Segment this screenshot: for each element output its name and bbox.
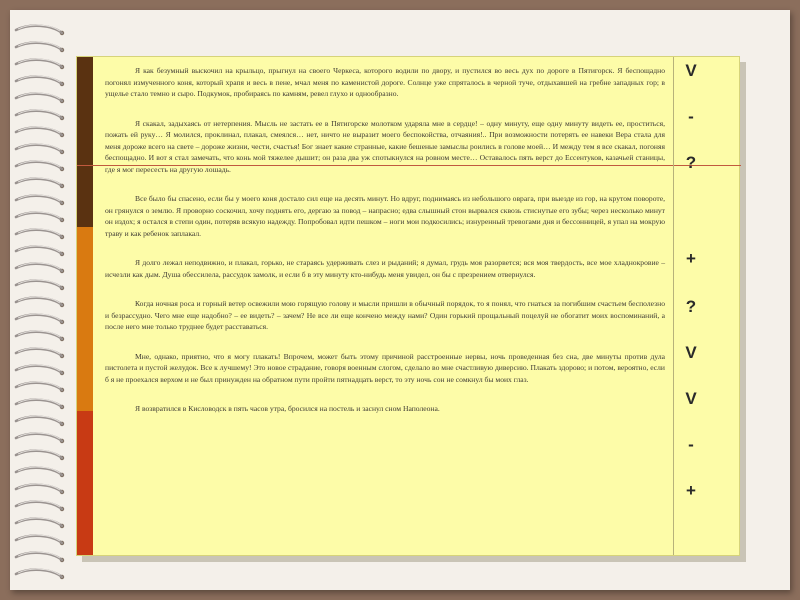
margin-mark: + — [686, 249, 696, 268]
spiral-ring — [16, 382, 64, 392]
paragraph: Мне, однако, приятно, что я могу плакать! Впрочем, может быть этому причиной расстроенные нервы, ночь проведенная без сна, две минуты против дула пистолета и пустой желудок. Все к лучшему! Это новое страдание, говоря военным слогом, сделало во мне счастливую диверсию. Плакать здорово; и потом, вероятно, если б я не проехался верхом и не был принужден на обратном пути пройти пятнадцать верст, то эту ночь сон не сомкнул бы моих глаз. — [105, 351, 665, 384]
spiral-ring — [16, 518, 64, 528]
margin-divider — [673, 57, 674, 555]
spiral-ring — [16, 229, 64, 239]
spiral-binding — [10, 22, 80, 582]
spiral-ring — [16, 93, 64, 103]
spiral-ring — [16, 110, 64, 120]
paragraph: Все было бы спасено, если бы у моего коня достало сил еще на десять минут. Но вдруг, поднимаясь из небольшого оврага, при выезде из гор, на крутом повороте, он грянулся о землю. Я проворно соскочил, хочу поднять его, дергаю за повод – напрасно; едва слышный стон вырвался сквозь стиснутые его зубы; через несколько минут он издох; я остался в степи один, потеряв всякую надежду. Попробовал идти пешком – ноги мои подкосились; изнуренный тревогами дня и бессонницей, я упал на мокрую траву и как ребенок заплакал. — [105, 194, 665, 238]
spiral-ring — [16, 535, 64, 545]
spiral-ring — [16, 433, 64, 443]
color-bar-segment-orange — [77, 227, 93, 411]
spiral-ring — [16, 59, 64, 69]
margin-mark: ? — [685, 153, 697, 172]
paragraph: Я скакал, задыхаясь от нетерпения. Мысль не застать ее в Пятигорске молотком ударяла мне в сердце! – одну минуту, еще одну минуту видеть ее, проститься, пожать ей руку… Я молился, проклинал, плакал, смеялся… нет, ничто не выразит моего беспокойства, отчаяния!.. При возможности потерять ее навеки Вера стала для меня дороже всего на свете – дороже жизни, чести, счастья! Бог знает какие странные, какие бешеные замыслы роились в голове моей… И между тем я все скакал, погоняя беспощадно. И вот я стал замечать, что конь мой тяжелее дышит; он раза два уж спотыкнулся на ровном месте… Оставалось пять верст до Ессентуков, казачьей станицы, где я мог пересесть на другую лошадь. — [105, 118, 665, 174]
spiral-ring — [16, 76, 64, 86]
margin-mark: - — [688, 107, 694, 126]
spiral-ring — [16, 178, 64, 188]
spiral-ring — [16, 467, 64, 477]
spiral-ring — [16, 25, 64, 35]
spiral-ring — [16, 399, 64, 409]
spiral-ring — [16, 314, 64, 324]
spiral-ring — [16, 161, 64, 171]
color-bar-segment-red — [77, 411, 93, 555]
spiral-ring — [16, 569, 64, 579]
margin-mark: + — [686, 481, 696, 500]
paragraph: Я долго лежал неподвижно, и плакал, горько, не стараясь удерживать слез и рыданий; я думал, грудь моя разорвется; вся моя твердость, все мое хладнокровие – исчезли как дым. Душа обессилела, рассудок замолк, и если б в эту минуту кто-нибудь меня увидел, он бы с презрением отвернулся. — [105, 258, 665, 279]
margin-mark: ? — [685, 297, 697, 316]
spiral-ring — [16, 501, 64, 511]
spiral-ring — [16, 263, 64, 273]
spiral-ring — [16, 246, 64, 256]
spiral-ring — [16, 212, 64, 222]
spiral-ring — [16, 127, 64, 137]
spiral-ring — [16, 195, 64, 205]
spiral-ring — [16, 365, 64, 375]
paragraph: Я возвратился в Кисловодск в пять часов утра, бросился на постель и заснул сном Наполеона. — [135, 404, 440, 413]
spiral-ring — [16, 348, 64, 358]
margin-mark: V — [685, 343, 697, 362]
text-column — [105, 65, 665, 433]
spiral-ring — [16, 42, 64, 52]
spiral-ring — [16, 297, 64, 307]
spiral-ring — [16, 450, 64, 460]
margin-marks — [677, 57, 733, 555]
paragraph: Я как безумный выскочил на крыльцо, прыгнул на своего Черкеса, которого водили по двору, и пустился во весь дух по дороге в Пятигорск. Я беспощадно погонял измученного коня, который храпя и весь в пене, мчал меня по каменистой дороге. Солнце уже спряталось в черной туче, отдыхавшей на гребне западных гор; в ущелье стало темно и сыро. Подкумок, пробираясь по камням, ревел глухо и однообразно. — [105, 66, 665, 98]
notebook-page — [10, 10, 790, 590]
spiral-ring — [16, 416, 64, 426]
margin-mark: - — [688, 435, 694, 454]
margin-mark: V — [685, 61, 697, 80]
spiral-ring — [16, 484, 64, 494]
paragraph: Когда ночная роса и горный ветер освежили мою горящую голову и мысли пришли в обычный порядок, то я понял, что гнаться за погибшим счастьем бесполезно и безрассудно. Чего мне еще надобно? – ее видеть? – зачем? Не все ли еще кончено между нами? Один горький прощальный поцелуй не обогатит моих воспоминаний, а после него мне только труднее будет расставаться. — [105, 299, 665, 331]
spiral-ring — [16, 280, 64, 290]
margin-mark: V — [685, 389, 697, 408]
spiral-ring — [16, 552, 64, 562]
spiral-ring — [16, 144, 64, 154]
spiral-ring — [16, 331, 64, 341]
text-sheet — [76, 56, 740, 556]
color-scale-bar — [77, 57, 93, 555]
color-bar-segment-dark — [77, 57, 93, 227]
